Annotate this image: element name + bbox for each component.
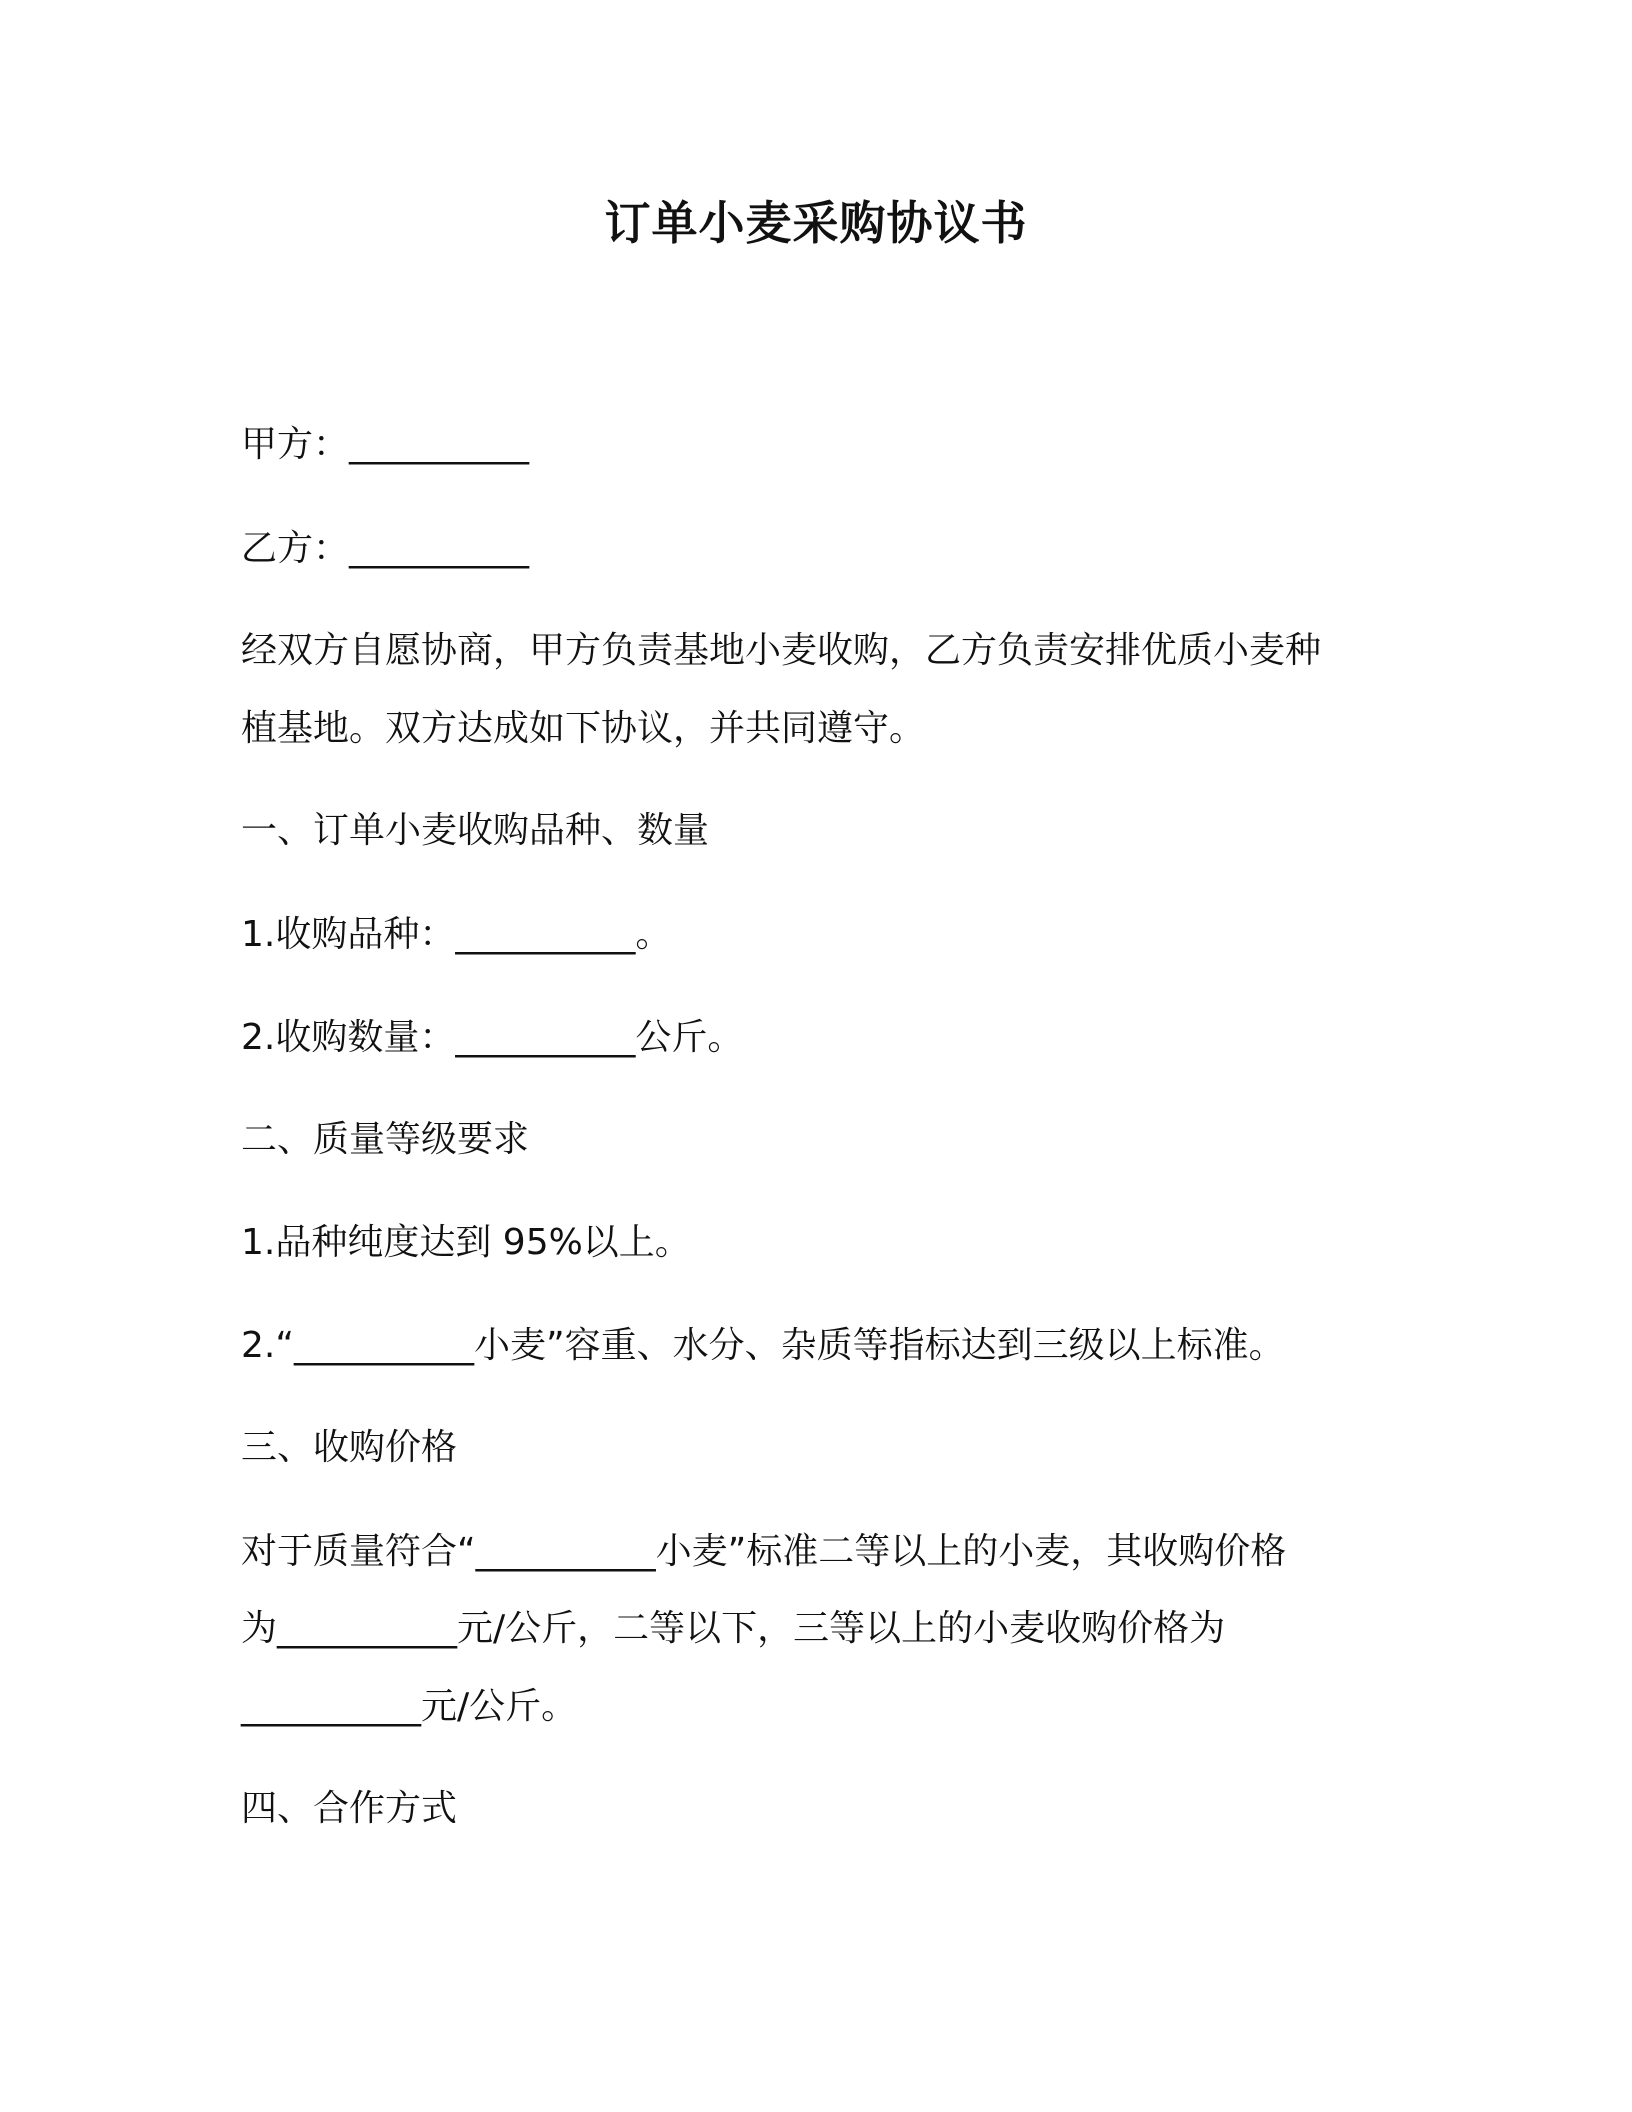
section-3-paragraph-line-1: 对于质量符合“__________小麦”标准二等以上的小麦，其收购价格 [241,1531,1287,1572]
section-2-heading: 二、质量等级要求 [241,1119,530,1160]
page-title: 订单小麦采购协议书 [604,196,1028,250]
section-3-paragraph-line-3: __________元/公斤。 [241,1686,578,1727]
section-4-heading: 四、合作方式 [241,1788,458,1829]
intro-paragraph-line-2: 植基地。双方达成如下协议，并共同遵守。 [241,708,926,749]
party-b-line: 乙方：__________ [241,528,530,569]
section-1-heading: 一、订单小麦收购品种、数量 [241,810,710,851]
section-2-item-2: 2.“__________小麦”容重、水分、杂质等指标达到三级以上标准。 [241,1325,1285,1366]
section-1-item-1: 1.收购品种：__________。 [241,914,672,955]
section-2-item-1: 1.品种纯度达到 95%以上。 [241,1222,691,1263]
section-3-paragraph-line-2: 为__________元/公斤，二等以下，三等以上的小麦收购价格为 [241,1608,1226,1649]
section-1-item-2: 2.收购数量：__________公斤。 [241,1017,744,1058]
party-a-line: 甲方：__________ [241,424,530,465]
intro-paragraph-line-1: 经双方自愿协商，甲方负责基地小麦收购，乙方负责安排优质小麦种 [241,630,1322,671]
section-3-heading: 三、收购价格 [241,1427,458,1468]
